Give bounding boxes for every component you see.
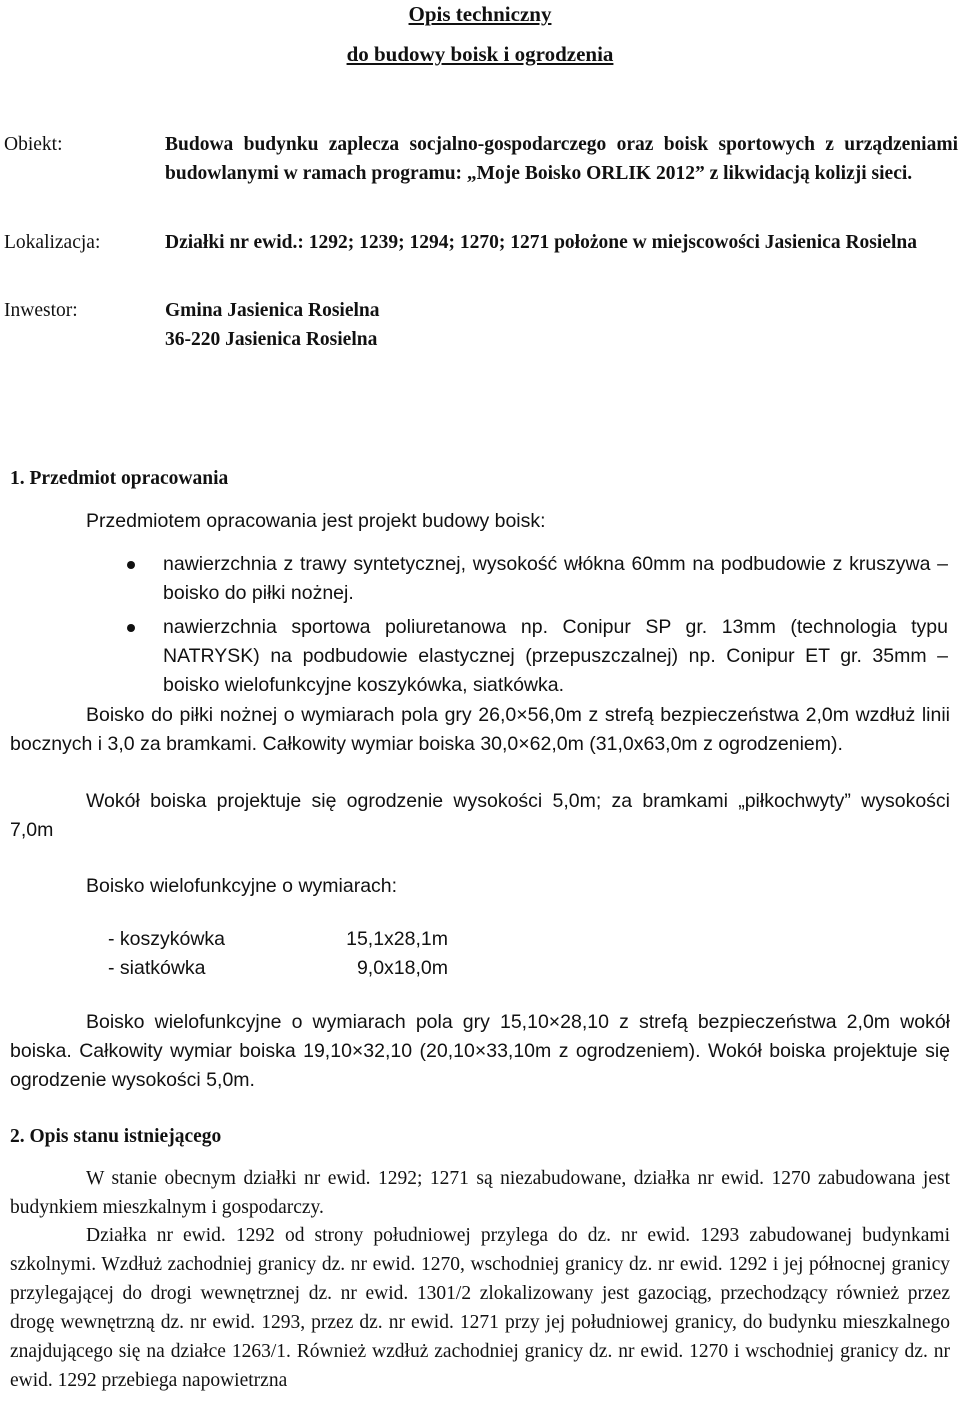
list-item <box>0 550 960 608</box>
surface-bullet-list <box>0 550 960 700</box>
dimension-value: 9,0x18,0m <box>356 957 448 979</box>
football-fence-paragraph: Wokół boiska projektuje się ogrodzenie wysokości 5,0m; za bramkami „piłkochwyty” wysokości 7,0m <box>10 790 950 841</box>
section-2-heading: 2. Opis stanu istniejącego <box>10 1126 222 1147</box>
bullet-text: nawierzchnia sportowa poliuretanowa np. Conipur SP gr. 13mm (technologia typu NATRYSK) na podbudowie elastycznej (przepuszczalnej) np. Conipur ET gr. 35mm – boisko wielofunkcyjne koszykówka, siatkówka. <box>163 616 948 696</box>
dimension-value: 15,1x28,1m <box>346 928 448 950</box>
football-pitch-paragraph: Boisko do piłki nożnej o wymiarach pola gry 26,0×56,0m z strefą bezpieczeństwa 2,0m wzdłuż linii bocznych i 3,0 za bramkami. Całkowity wymiar boiska 30,0×62,0m (31,0x63,0m z ogrodzeniem). <box>10 704 950 755</box>
bullet-icon <box>127 624 135 632</box>
bullet-icon <box>127 561 135 569</box>
multi-court-paragraph: Boisko wielofunkcyjne o wymiarach pola gry 15,10×28,10 z strefą bezpieczeństwa 2,0m wokół boiska. Całkowity wymiar boiska 19,10×32,10 (20,10×33,10m z ogrodzeniem). Wokół boiska projektuje się ogrodzenie wysokości 5,0m. <box>10 1011 950 1091</box>
document-title: Opis techniczny <box>408 2 552 26</box>
section-1-heading: 1. Przedmiot opracowania <box>10 468 229 489</box>
dimension-label: - koszykówka <box>108 928 226 950</box>
multi-court-intro: Boisko wielofunkcyjne o wymiarach: <box>86 875 398 897</box>
list-item <box>0 613 960 700</box>
bullet-text: nawierzchnia z trawy syntetycznej, wysokość włókna 60mm na podbudowie z kruszywa – boisko do piłki nożnej. <box>163 553 948 604</box>
inwestor-label: Inwestor: <box>4 300 78 321</box>
existing-state-paragraph-2: Działka nr ewid. 1292 od strony południowej przylega do dz. nr ewid. 1293 zabudowanej budynkami szkolnymi. Wzdłuż zachodniej granicy dz. nr ewid. 1270, wschodniej granicy dz. nr ewid. 1292 i jej północnej granicy przylegającej do drogi wewnętrznej dz. nr ewid. 1301/2 zlokalizowany jest gazociąg, przechodzący również przez drogę wewnętrzną dz. nr ewid. 1293, przez dz. nr ewid. 1271 przy jej południowej granicy, do budynku mieszkalnego znajdującego się na działce 1263/1. Również wzdłuż zachodniej granicy dz. nr ewid. 1270 i wschodniej granicy dz. nr ewid. 1292 przebiega napowietrzna <box>10 1225 950 1391</box>
obiekt-value: Budowa budynku zaplecza socjalno-gospodarczego oraz boisk sportowych z urządzeniami budowlanymi w ramach programu: „Moje Boisko ORLIK 2012” z likwidacją kolizji sieci. <box>165 134 958 184</box>
inwestor-name: Gmina Jasienica Rosielna <box>165 300 380 321</box>
inwestor-address: 36-220 Jasienica Rosielna <box>165 329 378 350</box>
section-1-intro: Przedmiotem opracowania jest projekt budowy boisk: <box>86 510 546 532</box>
existing-state-paragraph-1: W stanie obecnym działki nr ewid. 1292; 1271 są niezabudowane, działka nr ewid. 1270 zabudowana jest budynkiem mieszkalnym i gospodarczy. <box>10 1168 950 1218</box>
document-subtitle: do budowy boisk i ogrodzenia <box>346 42 614 66</box>
lokalizacja-value: Działki nr ewid.: 1292; 1239; 1294; 1270; 1271 położone w miejscowości Jasienica Rosielna <box>165 232 917 253</box>
dimension-label: - siatkówka <box>108 957 206 979</box>
obiekt-label: Obiekt: <box>4 134 63 155</box>
lokalizacja-label: Lokalizacja: <box>4 232 101 253</box>
